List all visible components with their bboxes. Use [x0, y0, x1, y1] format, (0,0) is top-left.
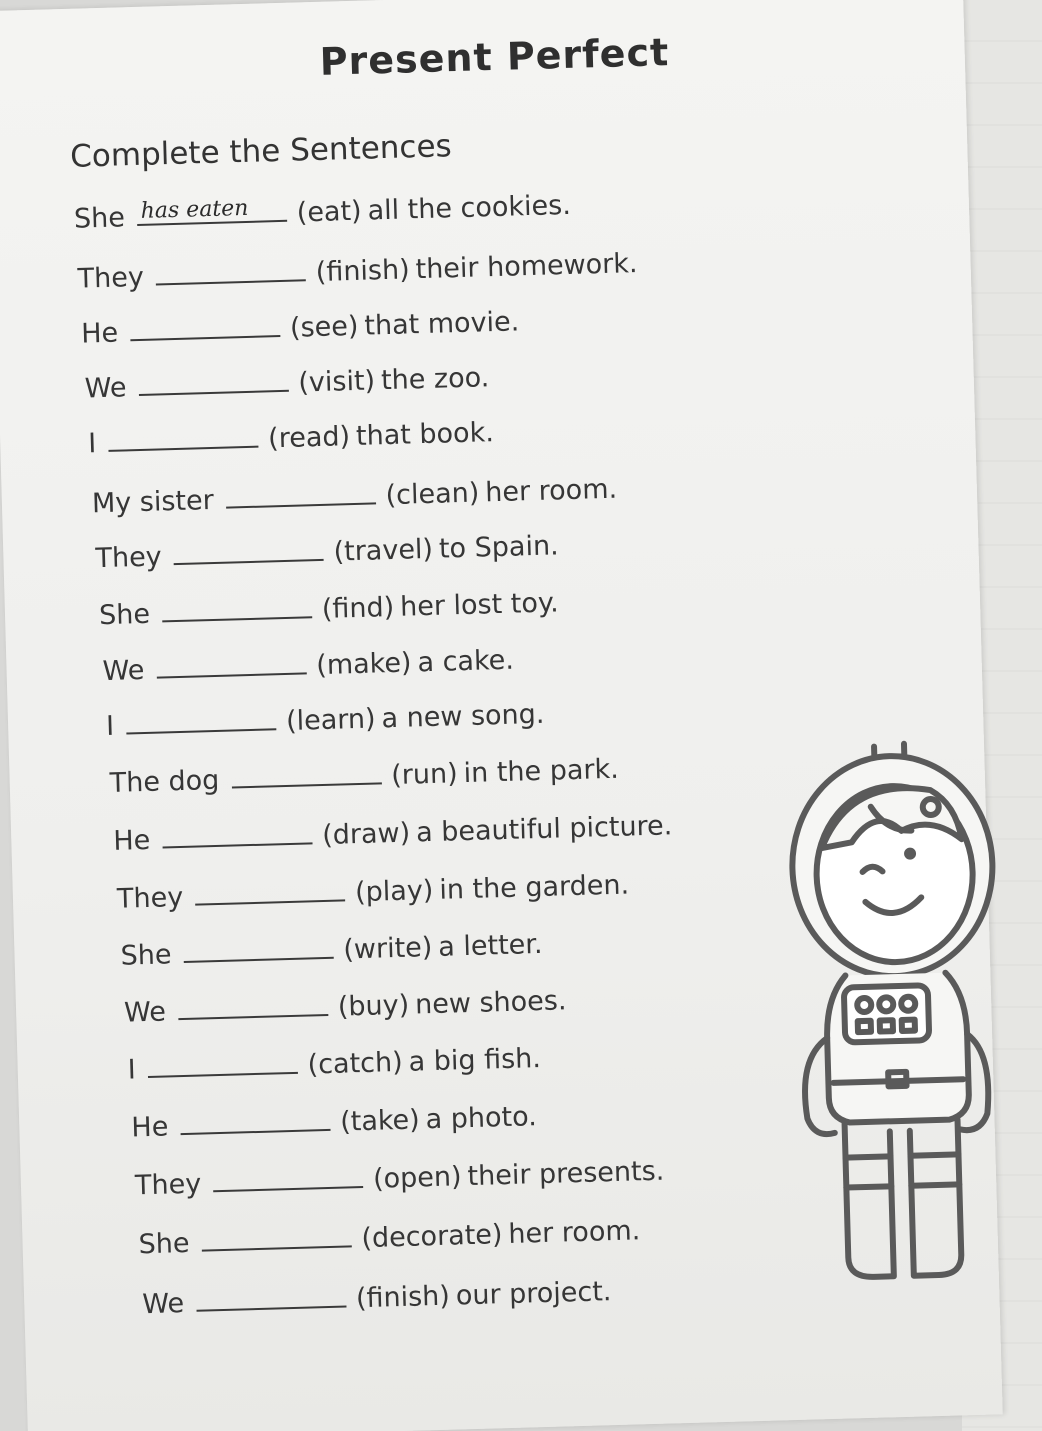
sentence-row — [81, 306, 520, 349]
answer-blank[interactable] — [196, 1286, 347, 1312]
sentence-subject: We — [84, 372, 127, 405]
sentence-subject: The dog — [109, 764, 220, 799]
answer-blank[interactable] — [130, 315, 281, 341]
answer-blank[interactable] — [195, 879, 346, 905]
verb-hint: (eat) — [296, 195, 363, 229]
sentence-subject: We — [141, 1288, 185, 1321]
answer-blank[interactable] — [147, 1052, 298, 1078]
verb-hint: (make) — [315, 647, 412, 682]
verb-hint: (run) — [390, 758, 459, 792]
sentence-subject: I — [105, 710, 115, 743]
sentence-ending: all the cookies. — [367, 189, 572, 227]
sentence-ending: a letter. — [437, 928, 543, 963]
verb-hint: (write) — [342, 932, 433, 966]
sentence-row — [77, 248, 638, 295]
sentence-ending: to Spain. — [438, 530, 560, 565]
answer-blank[interactable] — [173, 539, 324, 565]
verb-hint: (buy) — [337, 989, 410, 1023]
sentence-subject: My sister — [91, 484, 215, 520]
sentence-ending: that movie. — [363, 306, 520, 342]
worksheet-subtitle: Complete the Sentences — [69, 128, 453, 175]
sentence-row — [127, 1043, 541, 1086]
verb-hint: (open) — [372, 1161, 462, 1195]
answer-blank[interactable] — [225, 482, 376, 508]
answer-blank[interactable] — [156, 652, 307, 678]
sentence-ending: a photo. — [425, 1101, 538, 1136]
sentence-row — [120, 929, 543, 972]
sentence-row — [142, 1276, 612, 1320]
sentence-row — [131, 1101, 537, 1143]
verb-hint: (decorate) — [361, 1219, 503, 1255]
verb-hint: (see) — [289, 310, 359, 344]
answer-blank[interactable] — [136, 195, 287, 226]
verb-hint: (read) — [267, 421, 351, 455]
sentence-row — [99, 587, 559, 631]
sentence-row — [109, 754, 619, 799]
verb-hint: (take) — [339, 1104, 421, 1138]
sentence-subject: I — [87, 428, 97, 460]
sentence-ending: that book. — [355, 417, 495, 452]
verb-hint: (travel) — [333, 533, 434, 568]
sentence-row — [92, 474, 618, 520]
answer-blank[interactable] — [231, 762, 382, 788]
sentence-ending: a beautiful picture. — [415, 810, 673, 849]
sentence-ending: a new song. — [381, 698, 545, 735]
sentence-row — [124, 985, 567, 1028]
sentence-subject: We — [123, 996, 167, 1029]
sentence-ending: the zoo. — [380, 362, 490, 397]
sentence-subject: I — [127, 1054, 137, 1086]
sentence-ending: a cake. — [417, 644, 515, 679]
sentence-subject: He — [130, 1111, 169, 1144]
sentence-row — [88, 417, 494, 459]
sentence-subject: We — [102, 654, 145, 688]
verb-hint: (visit) — [297, 365, 376, 399]
verb-hint: (draw) — [321, 817, 411, 852]
sentence-ending: their presents. — [467, 1155, 665, 1193]
sentence-row — [113, 810, 673, 857]
verb-hint: (finish) — [315, 254, 411, 289]
answer-blank[interactable] — [162, 596, 313, 622]
sentence-row — [135, 1156, 665, 1202]
verb-hint: (finish) — [355, 1280, 451, 1315]
handwritten-answer: has eaten — [140, 195, 249, 224]
sentence-row — [102, 645, 514, 687]
sentence-row — [117, 870, 630, 915]
worksheet-title: Present Perfect — [319, 30, 670, 84]
answer-blank[interactable] — [213, 1166, 364, 1192]
astronaut-icon — [779, 733, 1010, 1299]
sentence-row — [106, 699, 545, 742]
sentence-subject: She — [138, 1227, 190, 1261]
sentence-subject: They — [77, 261, 145, 295]
sentence-row — [84, 362, 489, 404]
sentence-ending: a big fish. — [408, 1043, 542, 1078]
sentence-row — [74, 190, 572, 235]
sentence-ending: their homework. — [415, 248, 638, 286]
answer-blank[interactable] — [155, 259, 306, 285]
answer-blank[interactable] — [178, 994, 329, 1020]
verb-hint: (find) — [321, 591, 395, 625]
answer-blank[interactable] — [126, 708, 277, 734]
sentence-subject: He — [80, 317, 119, 350]
answer-blank[interactable] — [108, 426, 259, 452]
sentence-row — [95, 530, 559, 574]
sentence-ending: in the garden. — [438, 869, 630, 906]
sentence-subject: They — [95, 541, 163, 575]
sentence-ending: her room. — [484, 473, 618, 509]
sentence-row — [138, 1215, 640, 1260]
sentence-ending: her lost toy. — [399, 587, 560, 623]
sentence-ending: our project. — [455, 1276, 612, 1312]
sentence-subject: She — [98, 598, 151, 632]
verb-hint: (learn) — [285, 703, 376, 738]
sentence-subject: He — [112, 824, 151, 857]
sentence-ending: new shoes. — [414, 985, 567, 1021]
verb-hint: (clean) — [385, 477, 480, 512]
sentence-ending: her room. — [508, 1215, 641, 1251]
sentence-subject: She — [120, 939, 172, 972]
sentence-subject: They — [134, 1168, 202, 1202]
answer-blank[interactable] — [183, 937, 334, 963]
answer-blank[interactable] — [180, 1109, 331, 1135]
sentence-subject: She — [73, 202, 126, 235]
sentence-subject: They — [116, 881, 184, 915]
sentence-ending: in the park. — [463, 753, 620, 790]
verb-hint: (play) — [354, 874, 434, 909]
answer-blank[interactable] — [201, 1225, 352, 1251]
answer-blank[interactable] — [138, 370, 289, 396]
verb-hint: (catch) — [307, 1046, 404, 1081]
answer-blank[interactable] — [162, 822, 313, 848]
